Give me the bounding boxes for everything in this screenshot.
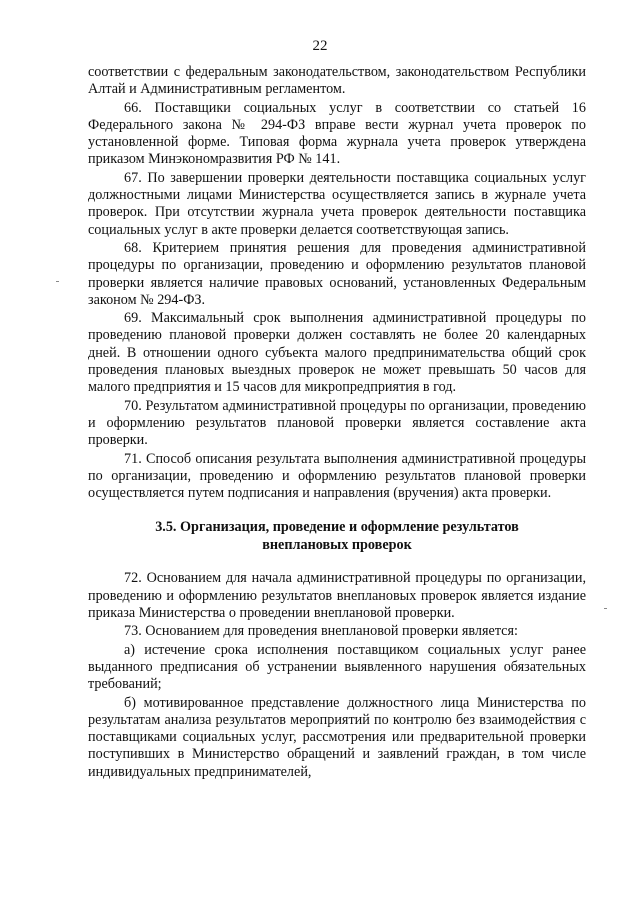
paragraph-66: 66. Поставщики социальных услуг в соответствии со статьей 16 Федерального закона № 294-ФЗ вправе вести журнал учета проверок по установленной форме. Типовая форма журнала учета проверок утверждена приказом Минэкономразвития РФ № 141. [88, 99, 586, 168]
scan-speck [604, 608, 607, 609]
section-heading-line-1: 3.5. Организация, проведение и оформление результатов [155, 519, 519, 536]
paragraph-67: 67. По завершении проверки деятельности поставщика социальных услуг должностными лицами Министерства осуществляется запись в журнале учета проверок. При отсутствии журнала учета проверок деятельности поставщика социальных услуг в акте проверки делается соответствующая запись. [88, 169, 586, 238]
page-number: 22 [312, 38, 328, 54]
paragraph-continuation: соответствии с федеральным законодательством, законодательством Республики Алтай и Административным регламентом. [88, 64, 586, 98]
paragraph-73: 73. Основанием для проведения внеплановой проверки является: [124, 623, 518, 640]
paragraph-70: 70. Результатом административной процедуры по организации, проведению и оформлению результатов плановой проверки является составление акта проверки. [88, 397, 586, 449]
paragraph-72: 72. Основанием для начала административной процедуры по организации, проведению и оформлению результатов внеплановых проверок является издание приказа Министерства о проведении внеплановой проверки. [88, 570, 586, 622]
document-body [88, 64, 586, 782]
paragraph-73-a: а) истечение срока исполнения поставщиком социальных услуг ранее выданного предписания об устранении выявленного нарушения обязательных требований; [88, 641, 586, 693]
section-heading [88, 518, 586, 554]
paragraph-69: 69. Максимальный срок выполнения административной процедуры по проведению плановой проверки должен составлять не более 20 календарных дней. В отношении одного субъекта малого предпринимательства общий срок проведения плановых выездных проверок не может превышать 50 часов для малого предприятия и 15 часов для микропредприятия в год. [88, 310, 586, 396]
paragraph-68: 68. Критерием принятия решения для проведения административной процедуры по организации, проведению и оформлению результатов плановой проверки является наличие правовых оснований, установленных Федеральным законом № 294-ФЗ. [88, 239, 586, 308]
scan-speck [56, 281, 59, 282]
paragraph-73-b: б) мотивированное представление должностного лица Министерства по результатам анализа результатов мероприятий по контролю без взаимодействия с поставщиками социальных услуг, рассмотрения или предварительной проверки поступивших в Министерство обращений и заявлений граждан, в том числе индивидуальных предпринимателей, [88, 694, 586, 780]
paragraph-71: 71. Способ описания результата выполнения административной процедуры по организации, проведению и оформлению результатов плановой проверки осуществляется путем подписания и направления (вручения) акта проверки. [88, 450, 586, 502]
section-heading-line-2: внеплановых проверок [262, 537, 412, 554]
